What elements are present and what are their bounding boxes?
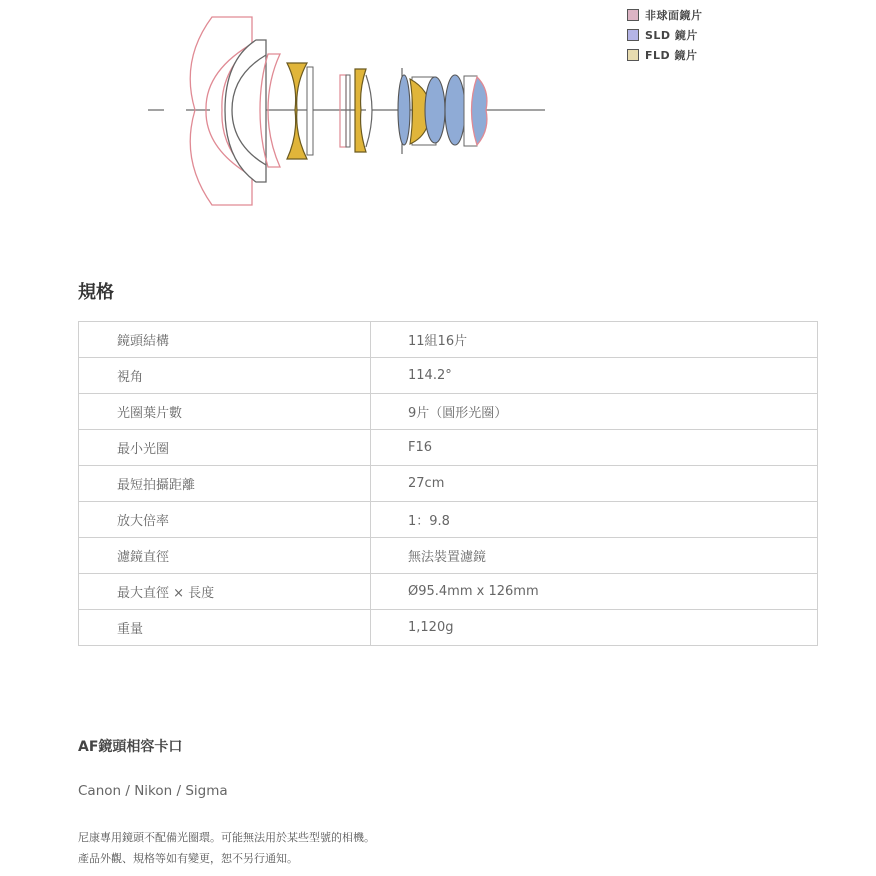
lens-construction-diagram — [140, 10, 560, 210]
af-mount-heading: AF鏡頭相容卡口 — [78, 739, 183, 755]
spec-label: 視角 — [79, 358, 371, 394]
aspherical-swatch-icon — [627, 9, 639, 21]
sld-swatch-icon — [627, 29, 639, 41]
spec-label: 最小光圈 — [79, 430, 371, 466]
spec-label: 重量 — [79, 610, 371, 646]
mount-note: 尼康專用鏡頭不配備光圈環。可能無法用於某些型號的相機。 — [78, 831, 375, 844]
specs-heading: 規格 — [78, 282, 114, 303]
lens-element-5-fld — [287, 63, 307, 159]
legend-item-fld: FLD 鏡片 — [627, 45, 703, 65]
spec-value: 9片（圓形光圈） — [371, 394, 818, 430]
lens-legend — [627, 5, 703, 65]
table-row — [79, 610, 818, 646]
lens-element-12-sld — [445, 75, 465, 145]
table-row — [79, 466, 818, 502]
table-row — [79, 322, 818, 358]
lens-element-9-sld — [398, 75, 410, 145]
lens-element-6-aspherical — [340, 75, 346, 147]
spec-value: 11組16片 — [371, 322, 818, 358]
specs-table — [78, 321, 818, 646]
table-row — [79, 358, 818, 394]
compatible-mounts: Canon / Nikon / Sigma — [78, 783, 228, 799]
spec-value: 1：9.8 — [371, 502, 818, 538]
table-row — [79, 538, 818, 574]
table-row — [79, 502, 818, 538]
lens-element-11-sld — [425, 77, 445, 143]
table-row — [79, 430, 818, 466]
fld-swatch-icon — [627, 49, 639, 61]
spec-value: 無法裝置濾鏡 — [371, 538, 818, 574]
spec-value: F16 — [371, 430, 818, 466]
legend-item-sld: SLD 鏡片 — [627, 25, 703, 45]
spec-label: 鏡頭結構 — [79, 322, 371, 358]
table-row — [79, 574, 818, 610]
spec-value: 27cm — [371, 466, 818, 502]
spec-label: 放大倍率 — [79, 502, 371, 538]
spec-label: 濾鏡直徑 — [79, 538, 371, 574]
spec-value: Ø95.4mm x 126mm — [371, 574, 818, 610]
spec-label: 最大直徑 × 長度 — [79, 574, 371, 610]
spec-label: 光圈葉片數 — [79, 394, 371, 430]
legend-item-aspherical: 非球面鏡片 — [627, 5, 703, 25]
spec-label: 最短拍攝距離 — [79, 466, 371, 502]
lens-element-13-aspherical-sld — [472, 77, 487, 145]
spec-value: 114.2° — [371, 358, 818, 394]
spec-value: 1,120g — [371, 610, 818, 646]
disclaimer-note: 產品外觀、規格等如有變更，恕不另行通知。 — [78, 852, 298, 865]
table-row — [79, 394, 818, 430]
